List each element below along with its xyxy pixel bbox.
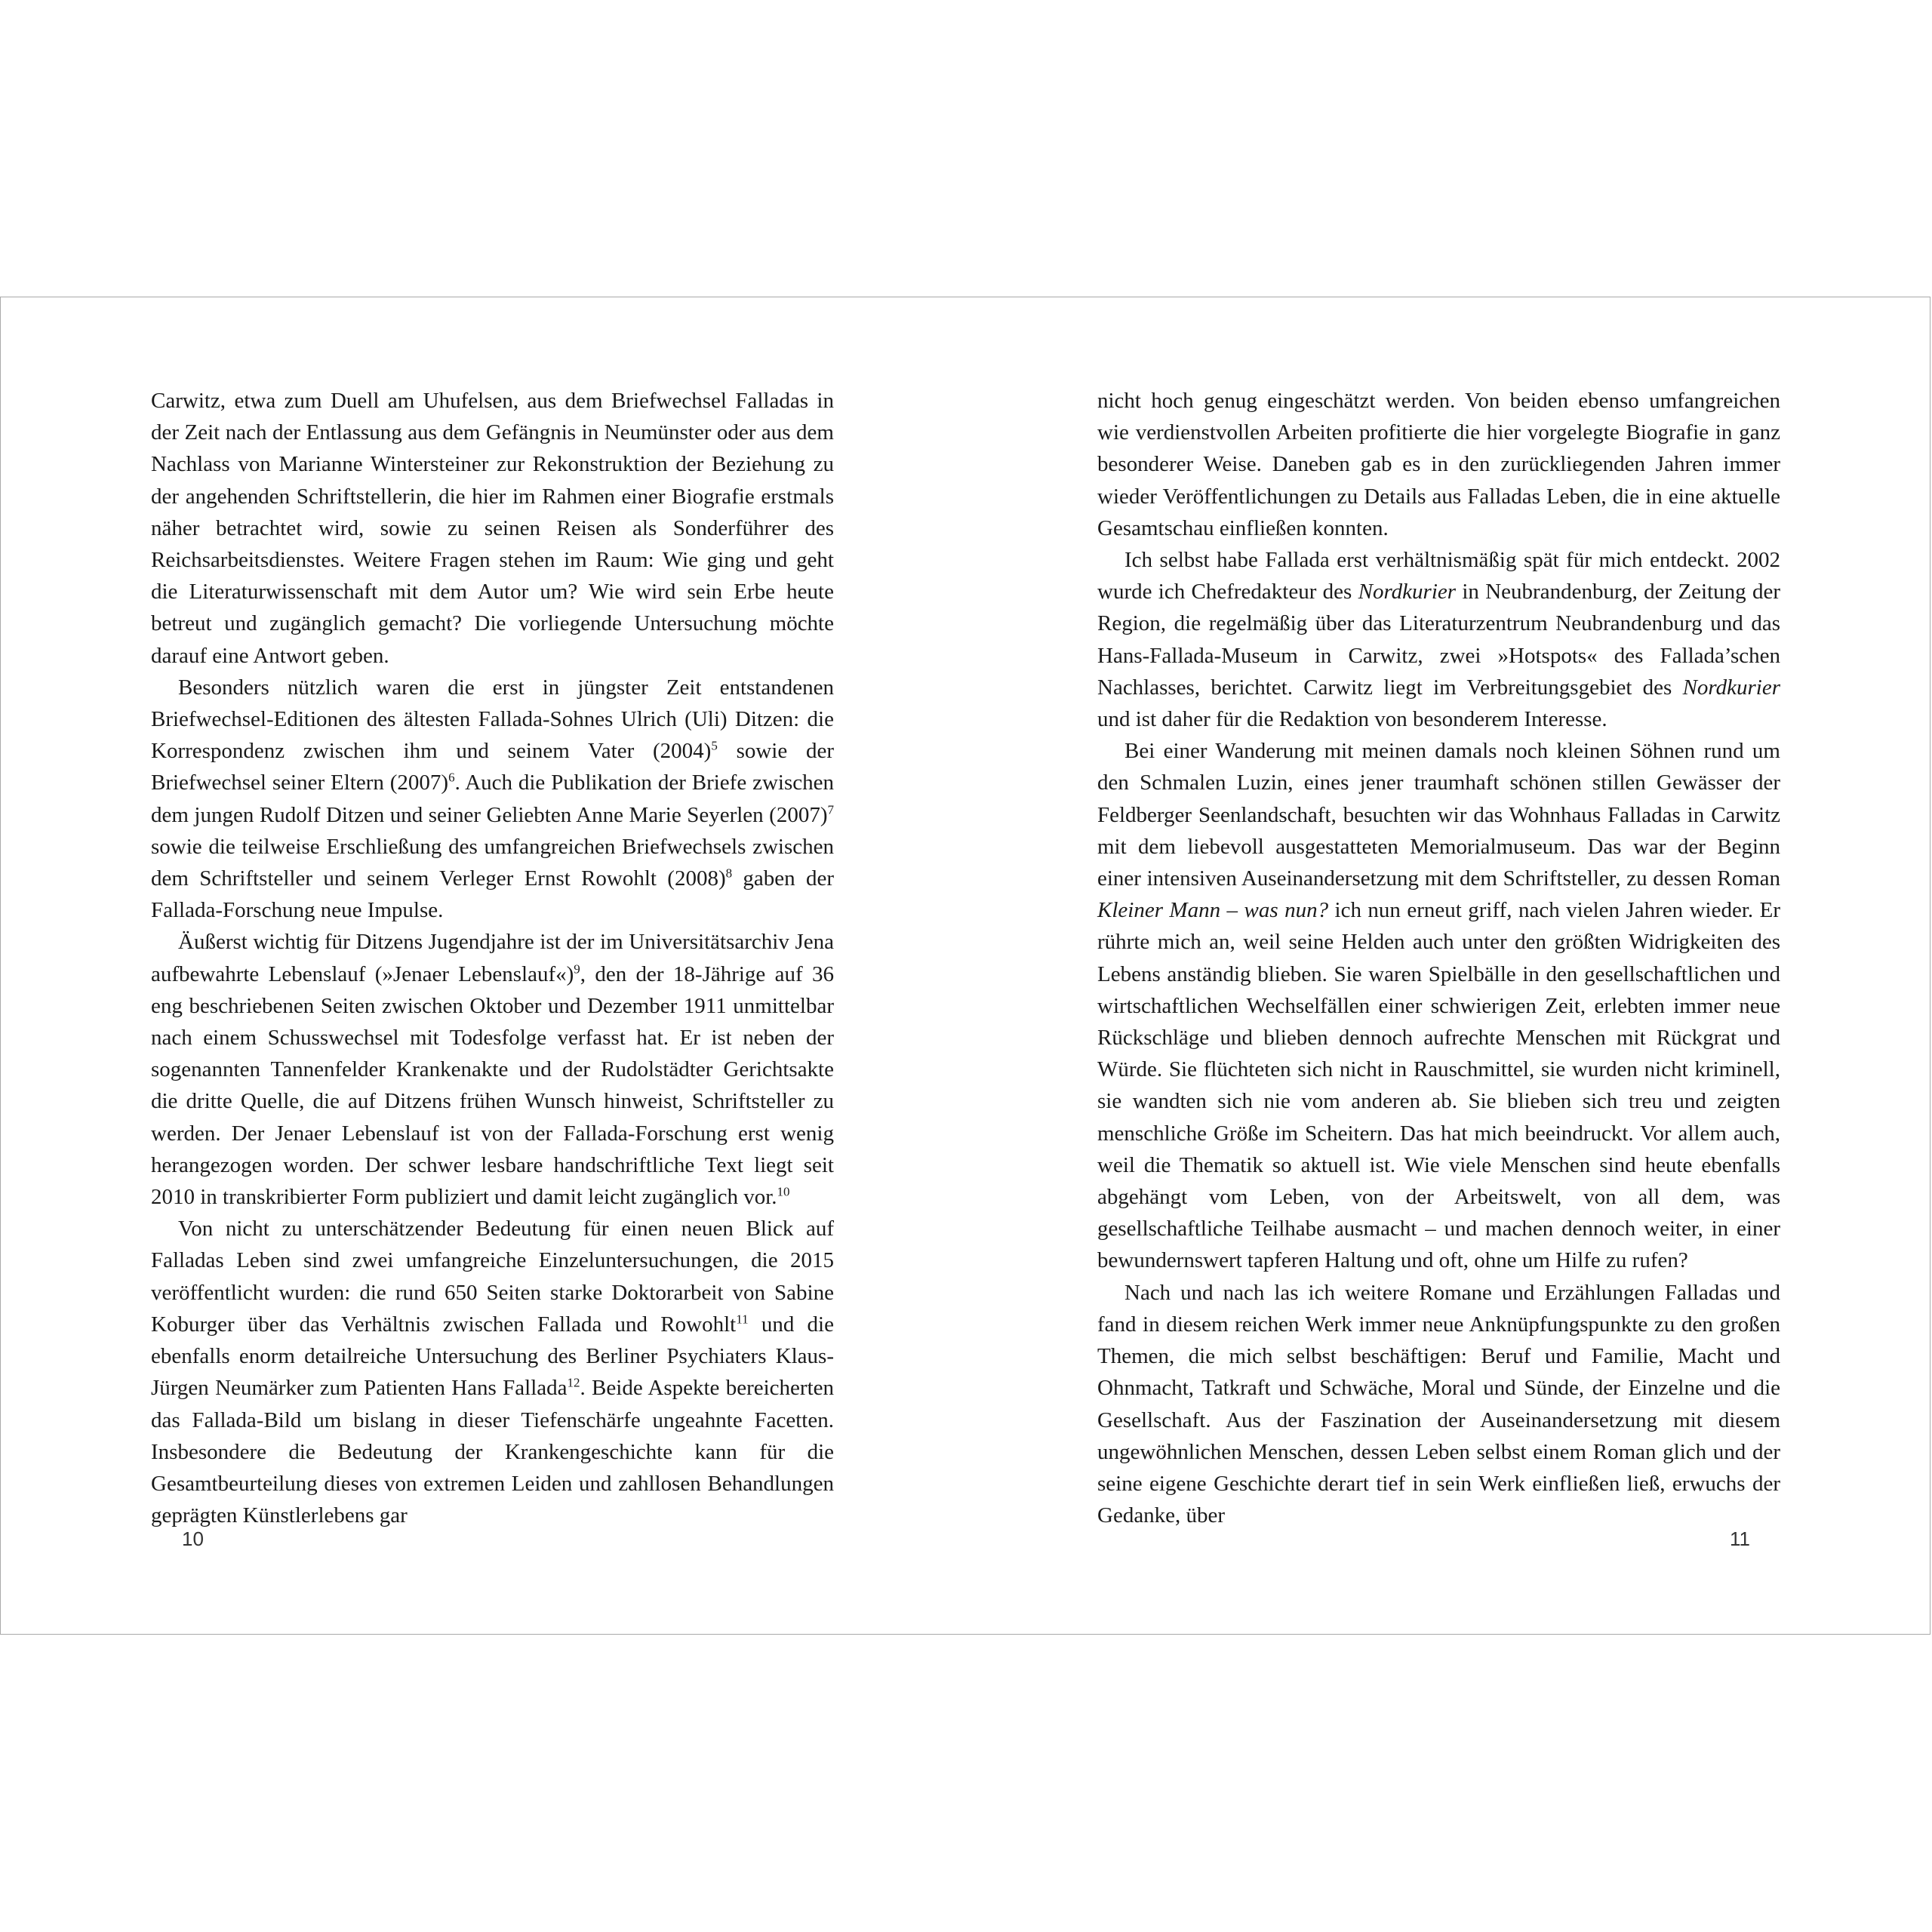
page-number: 11 xyxy=(1730,1527,1750,1550)
footnote-marker: 9 xyxy=(574,961,580,976)
paragraph xyxy=(1097,544,1780,735)
page-number: 10 xyxy=(182,1527,204,1550)
footnote-marker: 5 xyxy=(711,738,718,753)
right-page-text xyxy=(1097,385,1780,1531)
paragraph xyxy=(151,1213,834,1531)
right-page xyxy=(966,297,1931,1634)
paragraph-text: Besonders nützlich waren die erst in jüngster Zeit entstandenen Briefwechsel-Editionen des ältesten Fallada-Sohnes Ulrich (Uli) Ditzen: die Korrespondenz zwischen ihm und seinem Vater (2004) xyxy=(151,675,834,764)
footnote-marker: 11 xyxy=(736,1312,749,1327)
paragraph-text: sowie die teilweise Erschließung des umfangreichen Briefwechsels zwischen dem Schriftsteller und seinem Verleger Ernst Rowohlt (2008) xyxy=(151,834,834,891)
italic-title: Nordkurier xyxy=(1358,580,1457,605)
paragraph-text: . Auch die Publikation der Briefe zwischen dem jungen Rudolf Ditzen und seiner Geliebten Anne Marie Seyerlen (2007) xyxy=(151,771,835,827)
footnote-marker: 10 xyxy=(777,1184,790,1199)
paragraph xyxy=(1097,735,1780,1276)
paragraph-text: nicht hoch genug eingeschätzt werden. Von beiden ebenso umfangreichen wie verdienstvollen Arbeiten profitierte die hier vorgelegte Biografie in ganz besonderer Weise. Daneben gab es in den zurückliegenden Jahren immer wieder Veröffentlichungen zu Details aus Falladas Leben, die in eine aktuelle Gesamtschau einfließen konnten. xyxy=(1097,389,1780,540)
paragraph-text: gaben der Fallada-Forschung neue Impulse. xyxy=(151,866,834,923)
paragraph-text: und die ebenfalls enorm detailreiche Untersuchung des Berliner Psychiaters Klaus-Jürgen Neumärker zum Patienten Hans Fallada xyxy=(151,1312,834,1401)
paragraph-text: sowie der Briefwechsel seiner Eltern (2007) xyxy=(151,739,835,795)
paragraph-text: . Beide Aspekte bereicherten das Fallada-Bild um bislang in dieser Tiefenschärfe ungeahnte Facetten. Insbesondere die Bedeutung der Krankengeschichte kann für die Gesamtbeurteilung dieses von extremen Leiden und zahllosen Behandlungen geprägten Künstlerlebens gar xyxy=(151,1376,834,1528)
italic-title: Nordkurier xyxy=(1682,675,1780,700)
paragraph xyxy=(1097,1277,1780,1532)
footnote-marker: 8 xyxy=(725,866,733,881)
footnote-marker: 12 xyxy=(567,1375,580,1390)
book-spread xyxy=(0,297,1930,1635)
left-page-text xyxy=(151,385,834,1531)
left-page xyxy=(1,297,966,1634)
footnote-marker: 6 xyxy=(448,770,455,785)
paragraph-text: Ich selbst habe Fallada erst verhältnismäßig spät für mich entdeckt. 2002 wurde ich Chefredakteur des xyxy=(1097,548,1780,605)
paragraph-text: Carwitz, etwa zum Duell am Uhufelsen, aus dem Briefwechsel Falladas in der Zeit nach der Entlassung aus dem Gefängnis in Neumünster oder aus dem Nachlass von Marianne Wintersteiner zur Rekonstruktion der Beziehung zu der angehenden Schriftstellerin, die hier im Rahmen einer Biografie erstmals näher betrachtet wird, sowie zu seinen Reisen als Sonderführer des Reichsarbeitsdienstes. Weitere Fragen stehen im Raum: Wie ging und geht die Literaturwissenschaft mit dem Autor um? Wie wird sein Erbe heute betreut und zugänglich gemacht? Die vorliegende Untersuchung möchte darauf eine Antwort geben. xyxy=(151,389,834,668)
paragraph-text: Von nicht zu unterschätzender Bedeutung für einen neuen Blick auf Falladas Leben sind zwei umfangreiche Einzeluntersuchungen, die 2015 veröffentlicht wurden: die rund 650 Seiten starke Doktorarbeit von Sabine Koburger über das Verhältnis zwischen Fallada und Rowohlt xyxy=(151,1217,834,1337)
paragraph-text: Äußerst wichtig für Ditzens Jugendjahre ist der im Universitätsarchiv Jena aufbewahrte Lebenslauf (»Jenaer Lebenslauf«) xyxy=(151,930,834,986)
paragraph-text: Bei einer Wanderung mit meinen damals noch kleinen Söhnen rund um den Schmalen Luzin, eines jener traumhaft schönen stillen Gewässer der Feldberger Seenlandschaft, besuchten wir das Wohnhaus Falladas in Carwitz mit dem liebevoll ausgestatteten Memorialmuseum. Das war der Beginn einer intensiven Auseinandersetzung mit dem Schriftsteller, zu dessen Roman xyxy=(1097,739,1780,891)
italic-title: Kleiner Mann – was nun? xyxy=(1097,898,1329,923)
footnote-marker: 7 xyxy=(827,801,834,817)
paragraph xyxy=(151,385,834,672)
paragraph-text: ich nun erneut griff, nach vielen Jahren wieder. Er rührte mich an, weil seine Helden auch unter den größten Widrigkeiten des Lebens anständig blieben. Sie waren Spielbälle in den gesellschaftlichen und wirtschaftlichen Wechselfällen einer schwierigen Zeit, erlebten immer neue Rückschläge und blieben dennoch aufrechte Menschen mit Rückgrat und Würde. Sie flüchteten sich nicht in Rauschmittel, sie wurden nicht kriminell, sie wandten sich nie vom anderen ab. Sie blieben sich treu und zeigten menschliche Größe im Scheitern. Das hat mich beeindruckt. Vor allem auch, weil die Thematik so aktuell ist. Wie viele Menschen sind heute ebenfalls abgehängt vom Leben, von der Arbeitswelt, von all dem, was gesellschaftliche Teilhabe ausmacht – und machen dennoch weiter, in einer bewundernswert tapferen Haltung und oft, ohne um Hilfe zu rufen? xyxy=(1097,898,1780,1273)
paragraph-text: Nach und nach las ich weitere Romane und Erzählungen Falladas und fand in diesem reichen Werk immer neue Anknüpfungspunkte zu den großen Themen, die mich selbst beschäftigen: Beruf und Familie, Macht und Ohnmacht, Tatkraft und Schwäche, Moral und Sünde, der Einzelne und die Gesellschaft. Aus der Faszination der Auseinandersetzung mit diesem ungewöhnlichen Menschen, dessen Leben selbst einem Roman glich und der seine eigene Geschichte derart tief in sein Werk einfließen ließ, erwuchs der Gedanke, über xyxy=(1097,1280,1780,1528)
paragraph xyxy=(1097,385,1780,544)
paragraph-text: , den der 18-Jährige auf 36 eng beschriebenen Seiten zwischen Oktober und Dezember 1911 unmittelbar nach einem Schusswechsel mit Todesfolge verfasst hat. Er ist neben der sogenannten Tannenfelder Krankenakte und der Rudolstädter Gerichtsakte die dritte Quelle, die auf Ditzens frühen Wunsch hinweist, Schriftsteller zu werden. Der Jenaer Lebenslauf ist von der Fallada-Forschung erst wenig herangezogen worden. Der schwer lesbare handschriftliche Text liegt seit 2010 in transkribierter Form publiziert und damit leicht zugänglich vor. xyxy=(151,961,834,1210)
paragraph-text: in Neubrandenburg, der Zeitung der Region, die regelmäßig über das Literaturzentrum Neubrandenburg und das Hans-Fallada-Museum in Carwitz, zwei »Hotspots« des Fallada’schen Nachlasses, berichtet. Carwitz liegt im Verbreitungsgebiet des xyxy=(1097,580,1780,700)
paragraph-text: und ist daher für die Redaktion von besonderem Interesse. xyxy=(1097,707,1607,732)
paragraph xyxy=(151,926,834,1213)
paragraph xyxy=(151,672,834,927)
